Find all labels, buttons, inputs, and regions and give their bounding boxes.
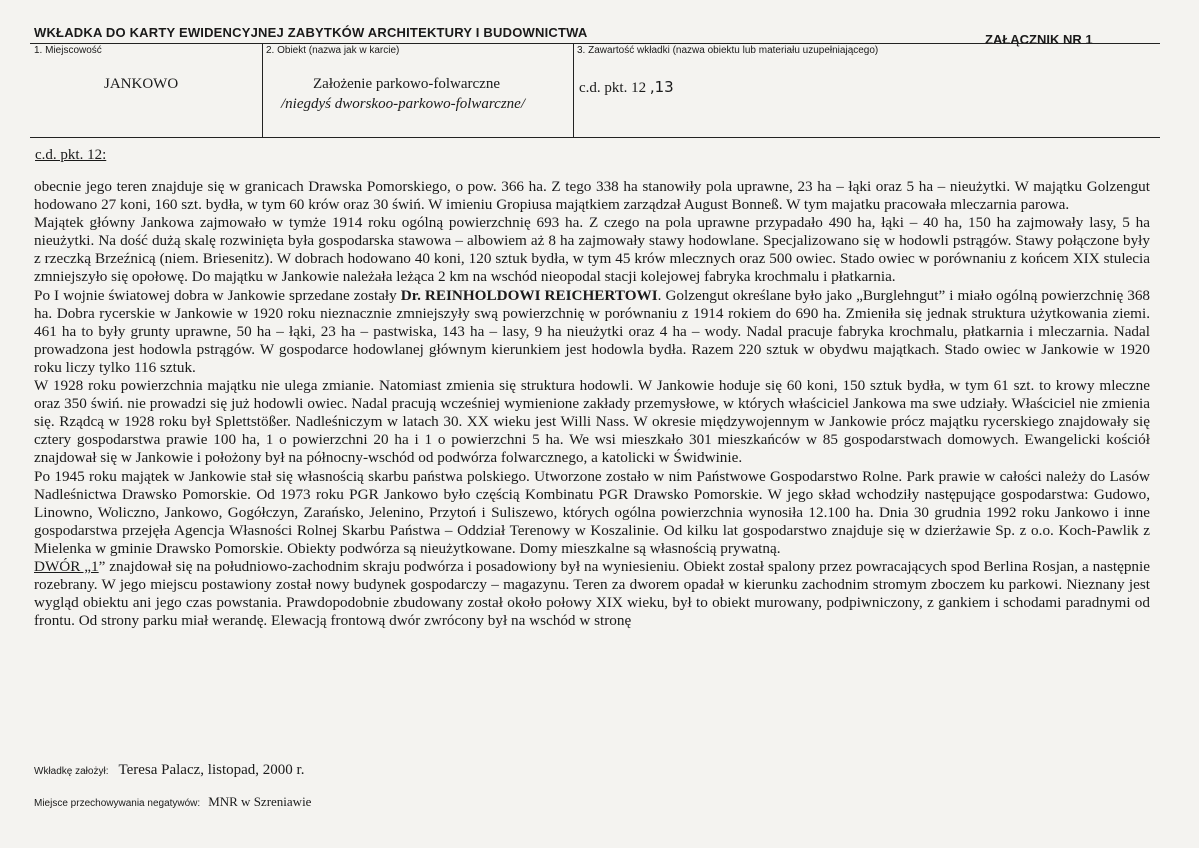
object-value-former: /niegdyś dworskoo-parkowo-folwarczne/: [281, 96, 526, 112]
body-text: [34, 178, 1150, 630]
storage-label: Miejsce przechowywania negatywów:: [34, 798, 201, 809]
paragraph-5: Po 1945 roku majątek w Jankowie stał się własnością skarbu państwa polskiego. Utworzone zostało w nim Państwowe Gospodarstwo Rolne. Park prawie w całości należy do Lasów Nadleśnictwa Drawsko Pomorskie. Od 1973 roku PGR Jankowo było częścią Kombinatu PGR Drawsko Pomorskie. W jego skład wchodziły następujące gospodarstwa: Gudowo, Linowno, Woliczno, Jankowo, Gogółczyn, Zarańsko, Jelenino, Przytoń i Suliszewo, których ogólna powierzchnia wynosiła 12.100 ha. Dnia 30 grudnia 1992 roku Jankowo i inne gospodarstwa przejęła Agencja Własności Rolnej Skarbu Państwa – Oddział Terenowy w Koszalinie. Od kilku lat gospodarstwo znajduje się w dzierżawie Sp. z o.o. Koch-Pawlik z Mielenka w gminie Drawsko Pomorskie. Obiekty podwórza są nieużytkowane. Domy mieszkalne są własnością prywatną.: [34, 467, 1150, 557]
form-fields-table: [30, 43, 1160, 138]
object-label: 2. Obiekt (nazwa jak w karcie): [266, 45, 400, 56]
author-line: [34, 761, 304, 779]
manor-heading: DWÓR „1: [34, 557, 99, 575]
paragraph-3-start: Po I wojnie światowej dobra w Jankowie sprzedane zostały: [34, 286, 401, 304]
storage-value: MNR w Szreniawie: [208, 794, 312, 809]
content-value: [579, 78, 674, 97]
locality-label: 1. Miejscowość: [34, 45, 102, 56]
section-heading: c.d. pkt. 12:: [35, 147, 107, 163]
content-cell: [573, 44, 1160, 137]
annex-number: ZAŁĄCZNIK NR 1: [985, 32, 1093, 47]
paragraph-4: W 1928 roku powierzchnia majątku nie ulega zmianie. Natomiast zmienia się struktura hodowli. W Jankowie hoduje się 60 koni, 150 sztuk bydła, w tym 61 szt. to krowy mleczne oraz 350 świń. nie prowadzi się już hodowli owiec. Nadal pracują wcześniej wymienione zakłady przemysłowe, w których właściciel Jankowa ma swe udziały. Właściciel nie zmienia się. Rządcą w 1928 roku był Splettstößer. Nadleśniczym w latach 30. XX wieku jest Willi Nass. W okresie międzywojennym w Jankowie prócz majątku rycerskiego znajdowały się cztery gospodarstwa prawie 100 ha, 1 o powierzchni 20 ha i 1 o powierzchni 5 ha. We wsi mieszkało 301 mieszkańców w 85 gospodarstwach domowych. Ewangelicki kościół znajdował się w Jankowie i położony był na północny-wschód od podwórza folwarcznego, a katolicki w Świdwinie.: [34, 377, 1150, 467]
paragraph-6: [34, 558, 1150, 630]
paragraph-3: [34, 287, 1150, 377]
paragraph-6-rest: ” znajdował się na południowo-zachodnim skraju podwórza i posadowiony był na wyniesieniu. Obiekt został spalony przez powracających spod Berlina Rosjan, a następnie rozebrany. W jego miejscu postawiony został nowy budynek gospodarczy – magazynu. Teren za dworem opadał w kierunku zachodnim stromym zboczem ku parkowi. Nieznany jest wygląd obiektu ani jego czas powstania. Prawdopodobnie zbudowany został około połowy XIX wieku, był to obiekt murowany, podpiwniczony, z gankiem i schodami paradnymi od frontu. Od strony parku miał werandę. Elewacją frontową dwór zwrócony był na wschód w stronę: [34, 557, 1150, 630]
content-value-typed: c.d. pkt. 12: [579, 80, 650, 96]
content-label: 3. Zawartość wkładki (nazwa obiektu lub materiału uzupełniającego): [577, 45, 879, 56]
content-value-handwritten: ,13: [649, 78, 674, 96]
object-value: Założenie parkowo-folwarczne: [313, 76, 500, 92]
owner-name: Dr. REINHOLDOWI REICHERTOWI: [400, 286, 658, 304]
author-value: Teresa Palacz, listopad, 2000 r.: [118, 762, 305, 778]
storage-line: [34, 793, 311, 811]
object-cell: [262, 44, 574, 137]
author-label: Wkładkę założył:: [34, 766, 109, 777]
paragraph-2: Majątek główny Jankowa zajmowało w tymże 1914 roku ogólną powierzchnię 693 ha. Z czego na pola uprawne przypadało 490 ha, łąki – 40 ha, 150 ha zajmowały lasy, 5 ha nieużytki. Na dość dużą skalę rozwinięta była gospodarska stawowa – albowiem aż 8 ha zajmowały stawy hodowlane. Specjalizowano się w hodowli pstrągów. Stawy połączone były z rzeczką Brzeźnicą (niem. Briesenitz). W dobrach hodowano 40 koni, 120 sztuk bydła, w tym 45 krów mlecznych oraz 500 owiec. Stado owiec w porównaniu z końcem XIX stulecia zmniejszyło się opołowę. Do majątku w Jankowie należała leżąca 2 km na wschód nieopodal stacji kolejowej fabryka krochmalu i płatkarnia.: [34, 214, 1150, 286]
locality-value: JANKOWO: [104, 76, 179, 92]
form-title: WKŁADKA DO KARTY EWIDENCYJNEJ ZABYTKÓW ARCHITEKTURY I BUDOWNICTWA: [34, 25, 588, 40]
locality-cell: [30, 44, 263, 137]
paragraph-1: obecnie jego teren znajduje się w granicach Drawska Pomorskiego, o pow. 366 ha. Z tego 338 ha stanowiły pola uprawne, 23 ha – łąki oraz 5 ha – nieużytki. W majątku Golzengut hodowano 27 koni, 160 szt. bydła, w tym 60 krów oraz 30 świń. W imieniu Gropiusa majątkiem zarządzał August Bonneß. W tym majatku pracowała mleczarnia parowa.: [34, 178, 1150, 214]
paragraph-3-rest: . Golzengut określane było jako „Burglehngut” i miało ogólną powierzchnię 368 ha. Dobra rycerskie w Jankowie w 1920 roku nieznacznie zmniejszyły swą powierzchnię w porównaniu z 1914 rokiem do 690 ha. Zmieniła się jednak struktura użytkowania ziemi. 461 ha to były grunty uprawne, 50 ha – łąki, 23 ha – pastwiska, 143 ha – lasy, 9 ha nieużytki oraz 4 ha – wody. Nadal pracuje fabryka krochmalu, płatkarnia i mleczarnia. Nadal prowadzona jest hodowla pstrągów. W gospodarce hodowlanej głównym kierunkiem jest hodowla bydła. Razem 220 sztuk w obydwu majątkach. Stado owiec w Jankowie w 1920 roku liczy tylko 116 sztuk.: [34, 286, 1151, 376]
